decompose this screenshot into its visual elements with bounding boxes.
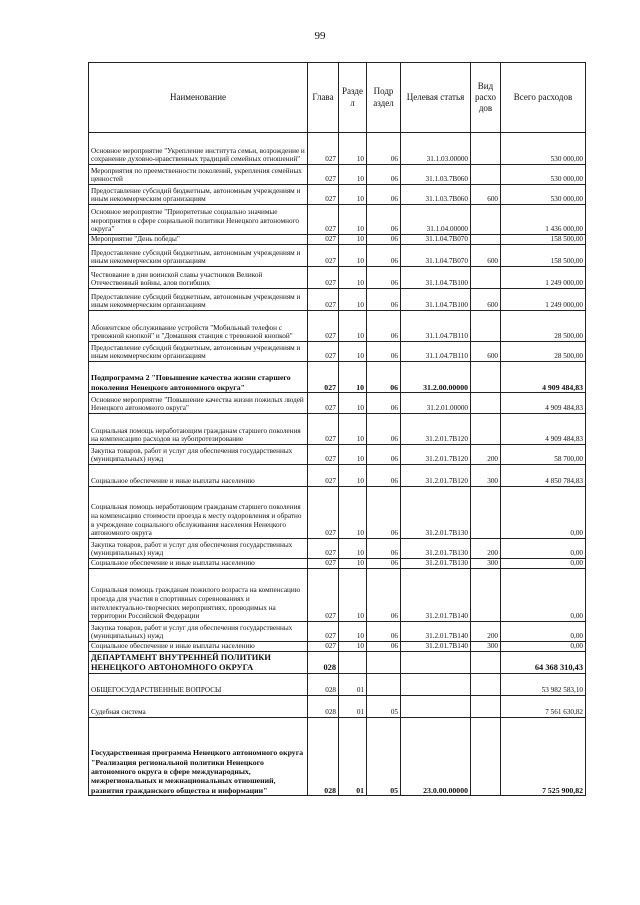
row-podrazdel: 06	[367, 165, 401, 185]
row-total: 53 982 583,10	[501, 674, 586, 696]
row-name: Социальная помощь неработающим гражданам старшего поколения на компенсацию стоимости проезда к месту оздоровления и обратно в учреждение социального обслуживания населения Ненецкого автономного округа	[89, 487, 308, 539]
row-razdel: 10	[339, 642, 367, 652]
table-row	[89, 622, 586, 642]
row-target: 31.1.04.7В110	[401, 342, 471, 362]
row-name: Социальное обеспечение и иные выплаты населению	[89, 465, 308, 487]
row-name: Предоставление субсидий бюджетным, автономным учреждениям и иным некоммерческим организациям	[89, 245, 308, 267]
row-podrazdel	[367, 674, 401, 696]
row-target: 31.1.04.00000	[401, 205, 471, 235]
row-glava: 027	[308, 267, 339, 289]
row-target: 31.2.01.7В130	[401, 539, 471, 559]
row-total: 4 909 484,83	[501, 414, 586, 445]
row-target: 31.2.01.7В140	[401, 642, 471, 652]
row-total: 28 500,00	[501, 311, 586, 342]
row-total: 64 368 310,43	[501, 652, 586, 674]
row-glava: 027	[308, 642, 339, 652]
row-razdel: 10	[339, 465, 367, 487]
row-razdel: 10	[339, 414, 367, 445]
row-name: Предоставление субсидий бюджетным, автономным учреждениям и иным некоммерческим организациям	[89, 342, 308, 362]
row-glava: 027	[308, 185, 339, 205]
row-glava: 028	[308, 674, 339, 696]
row-glava: 027	[308, 559, 339, 569]
row-razdel: 10	[339, 487, 367, 539]
row-razdel: 10	[339, 559, 367, 569]
row-name: Социальная помощь гражданам пожилого возраста на компенсацию проезда для участия в спортивных соревнованиях и интеллектуально-творческих мероприятиях, проводимых на территории Российской Федерации	[89, 569, 308, 622]
row-razdel: 10	[339, 205, 367, 235]
row-name: Судебная система	[89, 696, 308, 718]
table-row	[89, 342, 586, 362]
row-glava: 027	[308, 235, 339, 245]
row-razdel: 01	[339, 674, 367, 696]
table-row	[89, 718, 586, 796]
row-razdel: 10	[339, 539, 367, 559]
row-podrazdel: 06	[367, 465, 401, 487]
row-razdel: 10	[339, 311, 367, 342]
row-target: 31.1.04.7В100	[401, 267, 471, 289]
row-total: 1 249 000,00	[501, 267, 586, 289]
row-podrazdel: 06	[367, 559, 401, 569]
row-total: 4 909 484,83	[501, 362, 586, 393]
row-razdel: 10	[339, 133, 367, 165]
budget-table	[88, 62, 586, 796]
row-podrazdel: 05	[367, 718, 401, 796]
row-total: 28 500,00	[501, 342, 586, 362]
row-target: 31.2.01.7В130	[401, 487, 471, 539]
row-total: 0,00	[501, 487, 586, 539]
row-razdel: 10	[339, 267, 367, 289]
row-vid	[471, 165, 501, 185]
row-total: 530 000,00	[501, 185, 586, 205]
row-glava: 027	[308, 311, 339, 342]
table-row	[89, 539, 586, 559]
header-razdel: Разде л	[339, 63, 367, 133]
row-vid: 200	[471, 445, 501, 465]
row-target: 31.2.01.7В140	[401, 569, 471, 622]
row-name: Абонентское обслуживание устройств "Мобильный телефон с тревожной кнопкой" и "Домашняя станция с тревожной кнопкой"	[89, 311, 308, 342]
row-glava: 027	[308, 622, 339, 642]
row-podrazdel: 06	[367, 642, 401, 652]
row-target: 31.2.01.7В120	[401, 465, 471, 487]
row-podrazdel: 06	[367, 133, 401, 165]
row-target: 31.2.00.00000	[401, 362, 471, 393]
row-glava: 027	[308, 133, 339, 165]
row-total: 158 500,00	[501, 245, 586, 267]
header-name: Наименование	[89, 63, 308, 133]
row-target: 31.1.03.7В060	[401, 185, 471, 205]
row-total: 7 525 900,82	[501, 718, 586, 796]
table-row	[89, 674, 586, 696]
row-target	[401, 674, 471, 696]
row-razdel: 10	[339, 289, 367, 311]
row-name: ОБЩЕГОСУДАРСТВЕННЫЕ ВОПРОСЫ	[89, 674, 308, 696]
row-total: 4 909 484,83	[501, 393, 586, 414]
row-target: 31.1.04.7В110	[401, 311, 471, 342]
row-total: 0,00	[501, 642, 586, 652]
row-razdel: 10	[339, 622, 367, 642]
row-glava: 027	[308, 205, 339, 235]
row-target: 23.0.00.00000	[401, 718, 471, 796]
row-vid	[471, 311, 501, 342]
table-header	[89, 63, 586, 133]
row-name: Закупка товаров, работ и услуг для обеспечения государственных (муниципальных) нужд	[89, 539, 308, 559]
table-row	[89, 235, 586, 245]
header-target: Целевая статья	[401, 63, 471, 133]
row-razdel: 10	[339, 342, 367, 362]
row-glava: 028	[308, 696, 339, 718]
row-target: 31.2.01.7В130	[401, 559, 471, 569]
row-vid	[471, 393, 501, 414]
row-glava: 027	[308, 465, 339, 487]
table-row	[89, 289, 586, 311]
row-razdel: 10	[339, 245, 367, 267]
row-vid	[471, 267, 501, 289]
row-vid	[471, 362, 501, 393]
row-total: 158 500,00	[501, 235, 586, 245]
header-glava: Глава	[308, 63, 339, 133]
row-name: Закупка товаров, работ и услуг для обеспечения государственных (муниципальных) нужд	[89, 445, 308, 465]
table-row	[89, 487, 586, 539]
row-total: 530 000,00	[501, 165, 586, 185]
row-name: Основное мероприятие "Повышение качества жизни пожилых людей Ненецкого автономного округа"	[89, 393, 308, 414]
row-target: 31.1.03.00000	[401, 133, 471, 165]
row-vid: 300	[471, 465, 501, 487]
row-glava: 027	[308, 393, 339, 414]
row-podrazdel: 06	[367, 289, 401, 311]
row-vid: 300	[471, 642, 501, 652]
row-podrazdel: 06	[367, 487, 401, 539]
row-target: 31.1.04.7В100	[401, 289, 471, 311]
row-vid	[471, 235, 501, 245]
row-name: Подпрограмма 2 "Повышение качества жизни старшего поколения Ненецкого автономного округа"	[89, 362, 308, 393]
row-vid: 600	[471, 289, 501, 311]
row-total: 0,00	[501, 622, 586, 642]
row-razdel: 10	[339, 393, 367, 414]
row-glava: 028	[308, 652, 339, 674]
row-target	[401, 652, 471, 674]
row-name: Основное мероприятие "Укрепление института семьи, возрождение и сохранение духовно-нравственных традиций семейных отношений"	[89, 133, 308, 165]
row-razdel: 10	[339, 445, 367, 465]
table-row	[89, 362, 586, 393]
table-row	[89, 414, 586, 445]
row-vid	[471, 205, 501, 235]
table-row	[89, 165, 586, 185]
row-vid	[471, 696, 501, 718]
row-target: 31.1.03.7В060	[401, 165, 471, 185]
row-vid: 300	[471, 559, 501, 569]
row-glava: 027	[308, 165, 339, 185]
row-target: 31.2.01.7В140	[401, 622, 471, 642]
page-number: 99	[314, 30, 326, 42]
row-podrazdel: 05	[367, 696, 401, 718]
row-target: 31.2.01.00000	[401, 393, 471, 414]
row-name: Социальное обеспечение и иные выплаты населению	[89, 642, 308, 652]
row-glava: 027	[308, 539, 339, 559]
row-razdel: 01	[339, 718, 367, 796]
table-row	[89, 267, 586, 289]
row-podrazdel: 06	[367, 622, 401, 642]
table-row	[89, 185, 586, 205]
row-name: Предоставление субсидий бюджетным, автономным учреждениям и иным некоммерческим организациям	[89, 289, 308, 311]
row-total: 0,00	[501, 559, 586, 569]
row-total: 58 700,00	[501, 445, 586, 465]
row-name: Закупка товаров, работ и услуг для обеспечения государственных (муниципальных) нужд	[89, 622, 308, 642]
row-vid: 200	[471, 622, 501, 642]
row-glava: 027	[308, 487, 339, 539]
table-row	[89, 465, 586, 487]
row-total: 0,00	[501, 569, 586, 622]
row-name: Социальная помощь неработающим гражданам старшего поколения на компенсацию расходов на зубопротезирование	[89, 414, 308, 445]
row-target: 31.2.01.7В120	[401, 445, 471, 465]
row-podrazdel: 06	[367, 445, 401, 465]
row-razdel	[339, 652, 367, 674]
row-target	[401, 696, 471, 718]
table-row	[89, 559, 586, 569]
row-name: Основное мероприятие "Приоритетные социально значимые мероприятия в сфере социальной политики Ненецкого автономного округа"	[89, 205, 308, 235]
row-vid: 200	[471, 539, 501, 559]
row-podrazdel: 06	[367, 235, 401, 245]
row-vid: 600	[471, 185, 501, 205]
table-row	[89, 696, 586, 718]
row-glava: 027	[308, 289, 339, 311]
table-row	[89, 311, 586, 342]
row-target: 31.1.04.7В070	[401, 245, 471, 267]
row-podrazdel: 06	[367, 539, 401, 559]
row-name: Социальное обеспечение и иные выплаты населению	[89, 559, 308, 569]
row-glava: 027	[308, 569, 339, 622]
row-podrazdel: 06	[367, 267, 401, 289]
row-vid	[471, 718, 501, 796]
row-name: ДЕПАРТАМЕНТ ВНУТРЕННЕЙ ПОЛИТИКИ НЕНЕЦКОГО АВТОНОМНОГО ОКРУГА	[89, 652, 308, 674]
table-row	[89, 652, 586, 674]
row-vid: 600	[471, 342, 501, 362]
table-row	[89, 393, 586, 414]
row-glava: 027	[308, 414, 339, 445]
row-target: 31.1.04.7В070	[401, 235, 471, 245]
row-name: Государственная программа Ненецкого автономного округа "Реализация региональной политики Ненецкого автономного округа в сфере международных, межрегиональных и межнациональных отношений, развития гражданского общества и информации"	[89, 718, 308, 796]
row-razdel: 01	[339, 696, 367, 718]
row-glava: 027	[308, 362, 339, 393]
row-podrazdel: 06	[367, 311, 401, 342]
row-podrazdel: 06	[367, 342, 401, 362]
row-total: 530 000,00	[501, 133, 586, 165]
row-vid	[471, 652, 501, 674]
row-glava: 027	[308, 445, 339, 465]
row-total: 4 850 784,83	[501, 465, 586, 487]
row-podrazdel: 06	[367, 205, 401, 235]
row-podrazdel: 06	[367, 414, 401, 445]
row-podrazdel: 06	[367, 245, 401, 267]
row-glava: 027	[308, 342, 339, 362]
row-podrazdel: 06	[367, 362, 401, 393]
row-total: 1 249 000,00	[501, 289, 586, 311]
row-razdel: 10	[339, 165, 367, 185]
row-podrazdel: 06	[367, 185, 401, 205]
row-vid	[471, 674, 501, 696]
row-razdel: 10	[339, 235, 367, 245]
row-vid	[471, 414, 501, 445]
row-glava: 027	[308, 245, 339, 267]
table-row	[89, 569, 586, 622]
row-vid	[471, 133, 501, 165]
header-total: Всего расходов	[501, 63, 586, 133]
row-total: 7 561 630,82	[501, 696, 586, 718]
row-name: Предоставление субсидий бюджетным, автономным учреждениям и иным некоммерческим организациям	[89, 185, 308, 205]
row-podrazdel: 06	[367, 569, 401, 622]
table-row	[89, 205, 586, 235]
table-row	[89, 445, 586, 465]
row-razdel: 10	[339, 185, 367, 205]
table-row	[89, 245, 586, 267]
row-name: Мероприятие "День победы"	[89, 235, 308, 245]
row-podrazdel: 06	[367, 393, 401, 414]
row-vid: 600	[471, 245, 501, 267]
header-vid: Вид расхо дов	[471, 63, 501, 133]
row-vid	[471, 487, 501, 539]
row-podrazdel	[367, 652, 401, 674]
table-row	[89, 133, 586, 165]
row-target: 31.2.01.7В120	[401, 414, 471, 445]
row-glava: 028	[308, 718, 339, 796]
row-vid	[471, 569, 501, 622]
row-name: Мероприятия по преемственности поколений, укрепления семейных ценностей	[89, 165, 308, 185]
row-razdel: 10	[339, 362, 367, 393]
row-name: Чествование в дни воинской славы участников Великой Отечественный войны, алов погибших	[89, 267, 308, 289]
table-row	[89, 642, 586, 652]
row-razdel: 10	[339, 569, 367, 622]
row-total: 1 436 000,00	[501, 205, 586, 235]
row-total: 0,00	[501, 539, 586, 559]
header-podrazdel: Подр аздел	[367, 63, 401, 133]
